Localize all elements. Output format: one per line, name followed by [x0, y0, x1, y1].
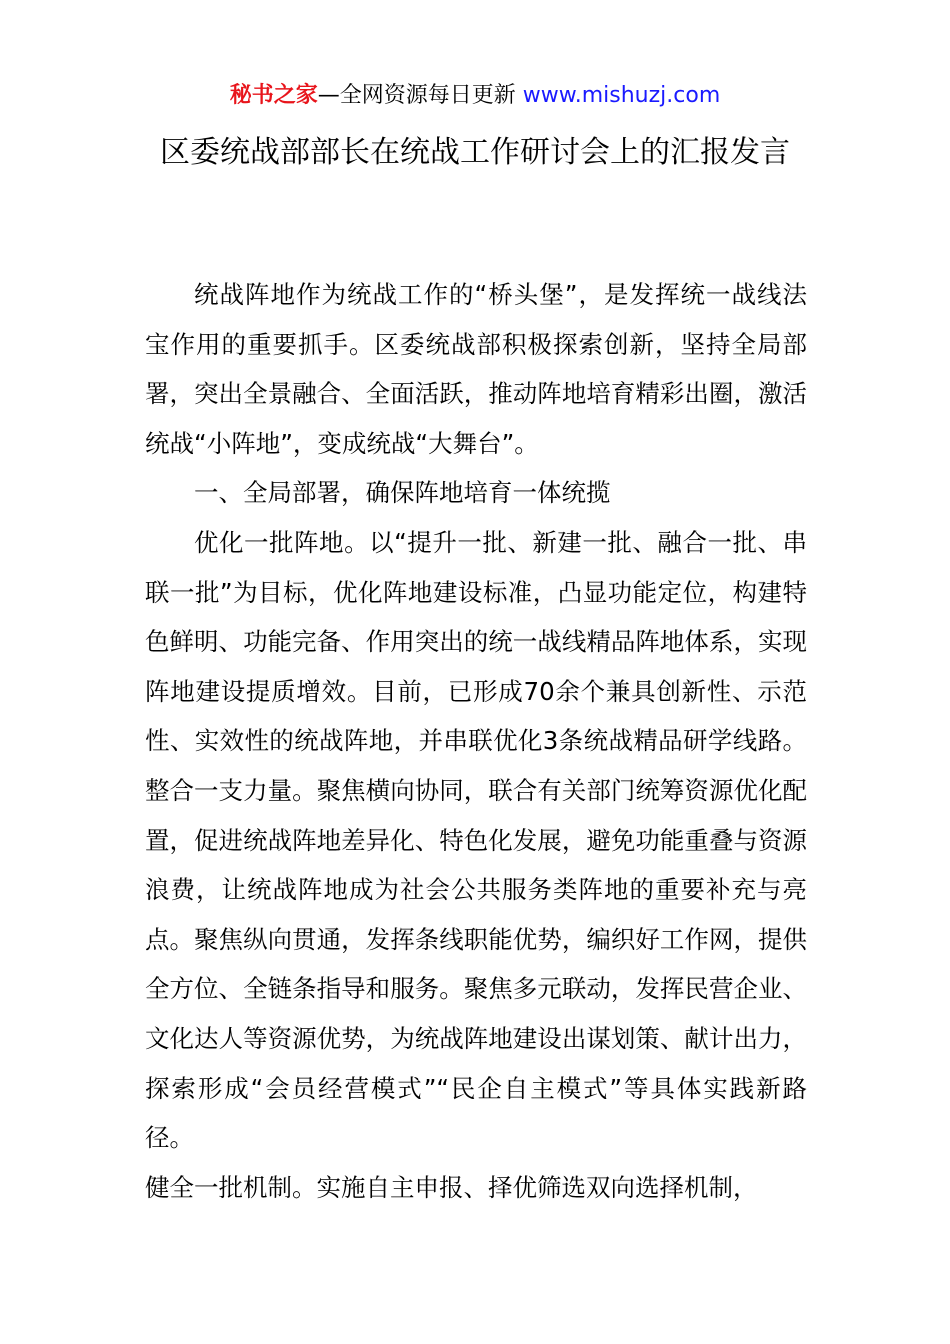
- brand-name: 秘书之家: [229, 83, 318, 108]
- document-body: [145, 270, 807, 1212]
- brand-tagline: —全网资源每日更新: [317, 83, 516, 108]
- paragraph-optimize: 优化一批阵地。以“提升一批、新建一批、融合一批、串联一批”为目标，优化阵地建设标准，凸显功能定位，构建特色鲜明、功能完备、作用突出的统一战线精品阵地体系，实现阵地建设提质增效。目前，已形成70余个兼具创新性、示范性、实效性的统战阵地，并串联优化3条统战精品研学线路。整合一支力量。聚焦横向协同，联合有关部门统筹资源优化配置，促进统战阵地差异化、特色化发展，避免功能重叠与资源浪费，让统战阵地成为社会公共服务类阵地的重要补充与亮点。聚焦纵向贯通，发挥条线职能优势，编织好工作网，提供全方位、全链条指导和服务。聚焦多元联动，发挥民营企业、文化达人等资源优势，为统战阵地建设出谋划策、献计出力，探索形成“会员经营模式”“民企自主模式”等具体实践新路径。: [145, 527, 807, 1153]
- paragraph-intro: 统战阵地作为统战工作的“桥头堡”，是发挥统一战线法宝作用的重要抓手。区委统战部积极探索创新，坚持全局部署，突出全景融合、全面活跃，推动阵地培育精彩出圈，激活统战“小阵地”，变成统战“大舞台”。: [145, 280, 807, 458]
- document-title: 区委统战部部长在统战工作研讨会上的汇报发言: [160, 135, 790, 170]
- paragraph-mechanism: 健全一批机制。实施自主申报、择优筛选双向选择机制，: [145, 1172, 758, 1202]
- section-heading-1: 一、全局部署，确保阵地培育一体统揽: [194, 478, 611, 508]
- site-url: www.mishuzj.com: [522, 83, 721, 108]
- watermark-header: [0, 80, 950, 112]
